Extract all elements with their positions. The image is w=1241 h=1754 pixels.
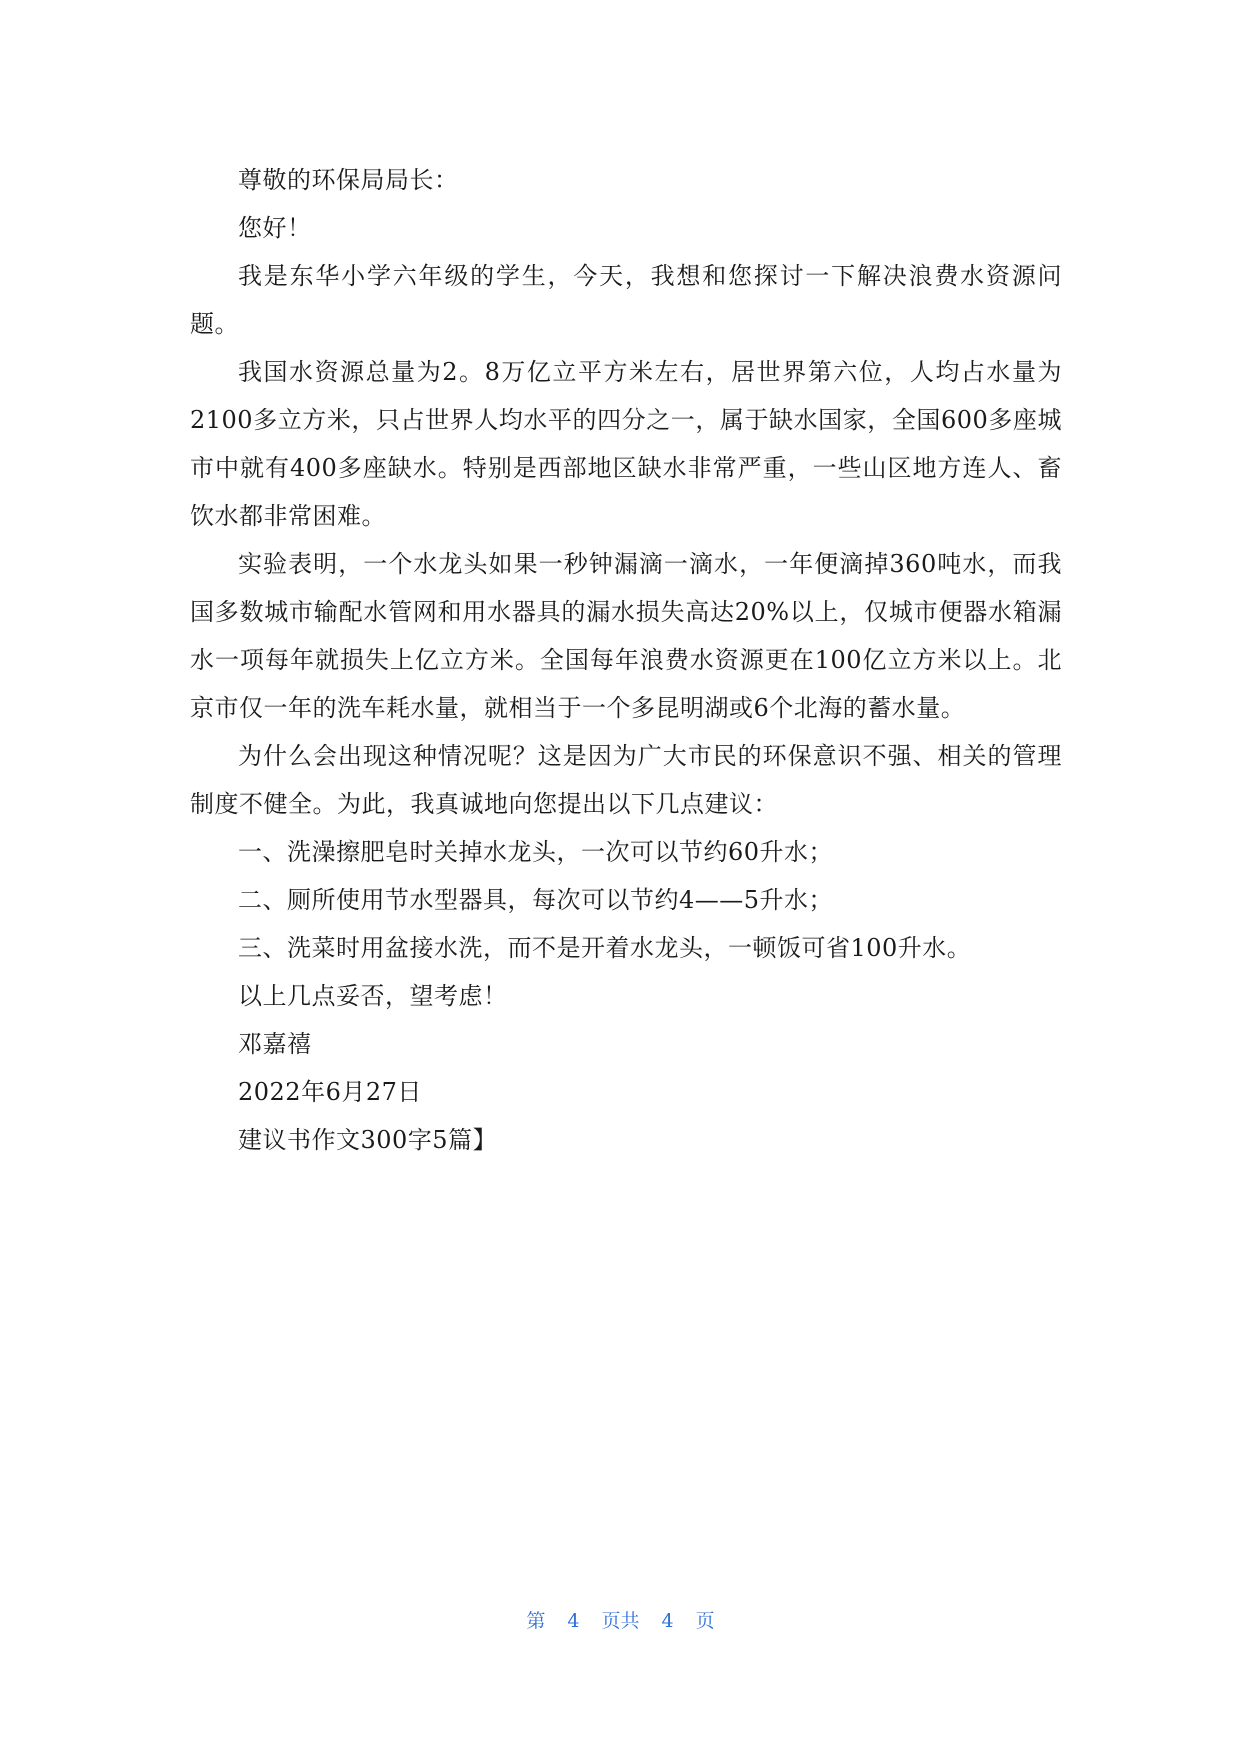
- experiment-paragraph: 实验表明，一个水龙头如果一秒钟漏滴一滴水，一年便滴掉360吨水，而我国多数城市输配水管网和用水器具的漏水损失高达20%以上，仅城市便器水箱漏水一项每年就损失上亿立方米。全国每年浪费水资源更在100亿立方米以上。北京市仅一年的洗车耗水量，就相当于一个多昆明湖或6个北海的蓄水量。: [190, 550, 1062, 722]
- document-body: [190, 156, 1062, 1164]
- signature-date: 2022年6月27日: [238, 1078, 422, 1106]
- trailing-title: 建议书作文300字5篇】: [238, 1126, 498, 1154]
- footer-current-page: 4: [567, 1610, 580, 1632]
- closing-line: 以上几点妥否，望考虑！: [238, 982, 508, 1010]
- salutation: 尊敬的环保局局长：: [238, 166, 459, 194]
- suggestion-one: 一、洗澡擦肥皂时关掉水龙头，一次可以节约60升水；: [238, 838, 834, 866]
- reason-paragraph: 为什么会出现这种情况呢？这是因为广大市民的环保意识不强、相关的管理制度不健全。为此，我真诚地向您提出以下几点建议：: [190, 742, 1062, 818]
- suggestion-three: 三、洗菜时用盆接水洗，而不是开着水龙头，一顿饭可省100升水。: [238, 934, 972, 962]
- footer-total-pages: 4: [661, 1610, 674, 1632]
- footer-prefix: 第: [526, 1610, 546, 1632]
- signature-name: 邓嘉禧: [238, 1030, 312, 1058]
- greeting: 您好！: [238, 214, 312, 242]
- intro-paragraph: 我是东华小学六年级的学生，今天，我想和您探讨一下解决浪费水资源问题。: [190, 262, 1062, 338]
- suggestion-two: 二、厕所使用节水型器具，每次可以节约4——5升水；: [238, 886, 834, 914]
- footer-middle: 页共: [601, 1610, 640, 1632]
- water-resources-paragraph: 我国水资源总量为2。8万亿立平方米左右，居世界第六位，人均占水量为2100多立方米，只占世界人均水平的四分之一，属于缺水国家，全国600多座城市中就有400多座缺水。特别是西部地区缺水非常严重，一些山区地方连人、畜饮水都非常困难。: [190, 358, 1062, 530]
- page-footer: [0, 1606, 1241, 1633]
- footer-suffix: 页: [695, 1610, 715, 1632]
